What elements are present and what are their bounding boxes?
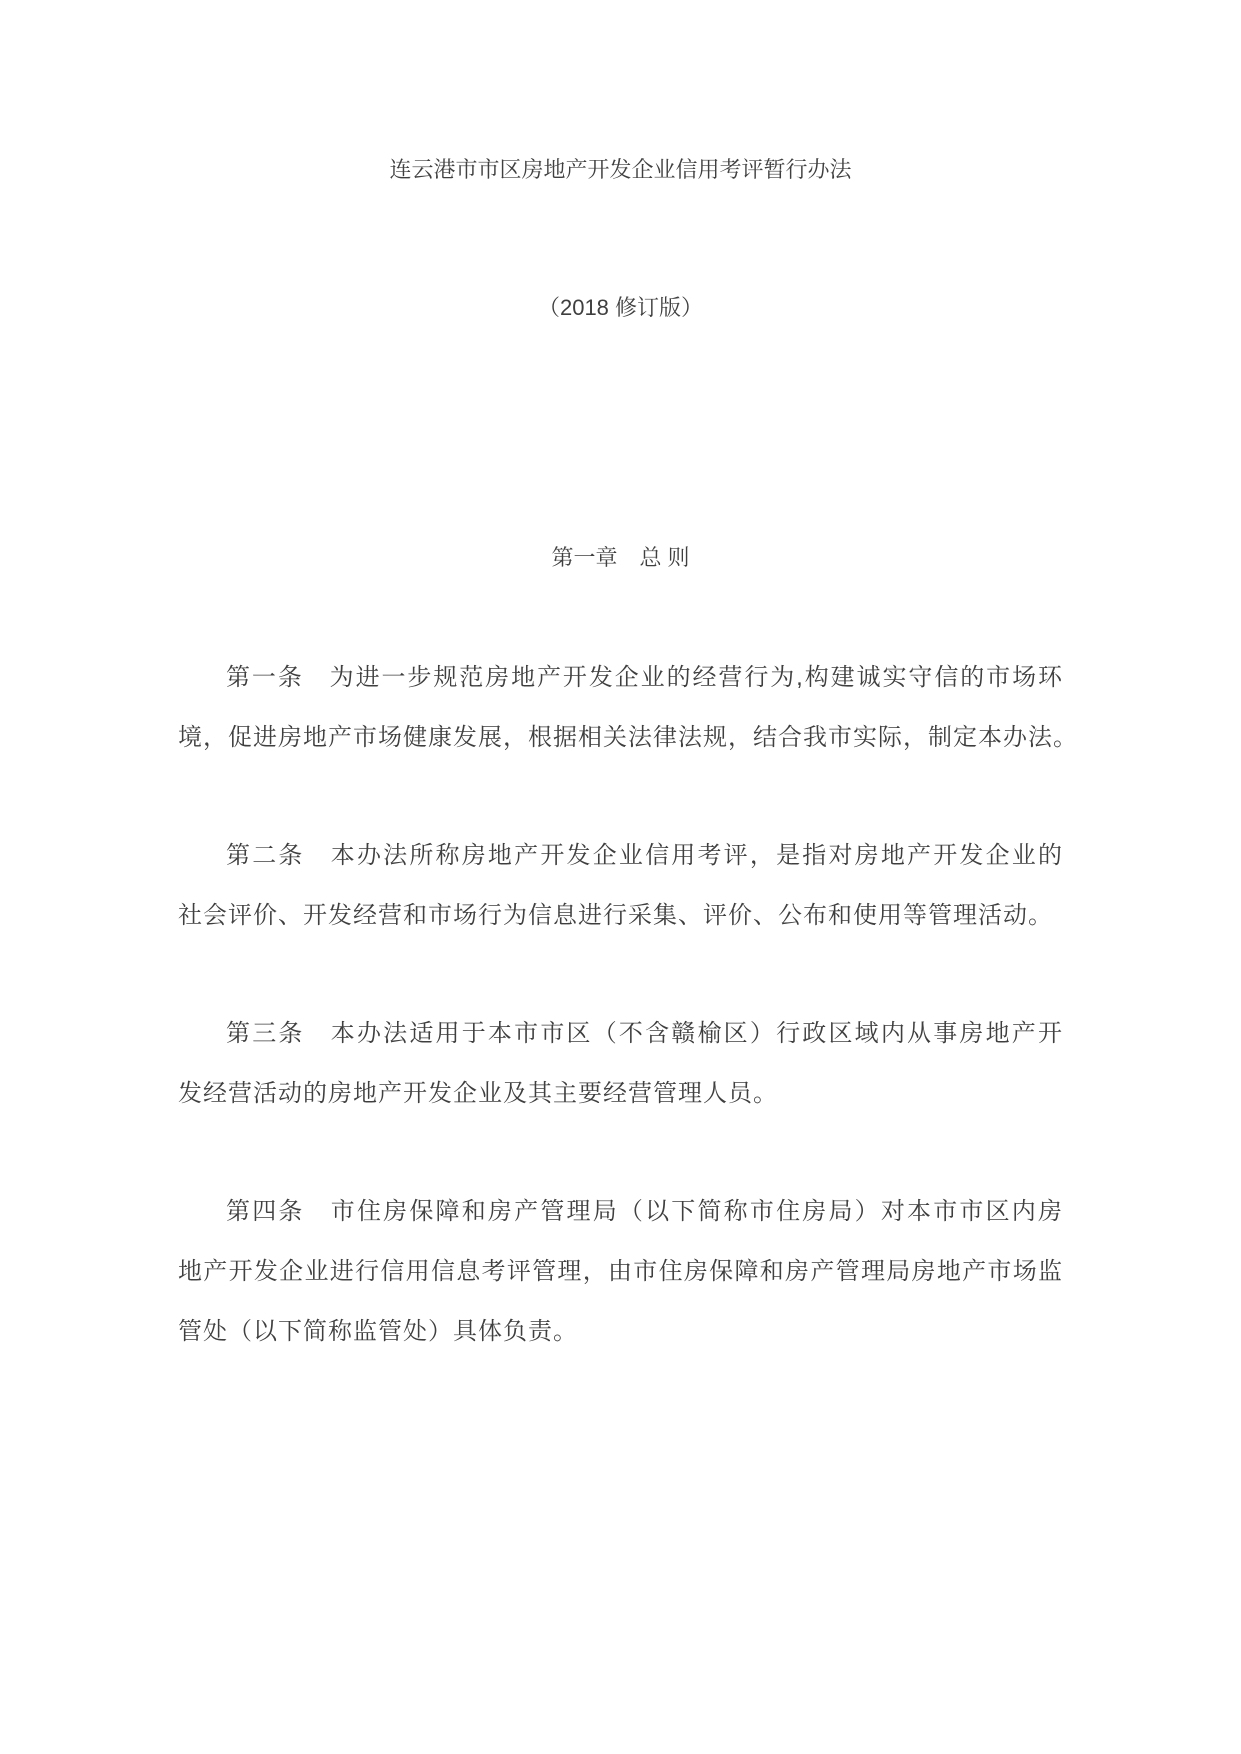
article-4: [178, 1182, 1063, 1362]
article-3-line-2: 发经营活动的房地产开发企业及其主要经营管理人员。: [178, 1080, 778, 1107]
chapter-heading: 第一章 总 则: [551, 545, 690, 570]
article-1-line-2: 境，促进房地产市场健康发展，根据相关法律法规，结合我市实际，制定本办法。: [178, 724, 1078, 751]
article-1: [178, 648, 1078, 768]
article-4-line-1: 第四条 市住房保障和房产管理局（以下简称市住房局）对本市市区内房: [226, 1198, 1063, 1225]
article-2-line-2: 社会评价、开发经营和市场行为信息进行采集、评价、公布和使用等管理活动。: [178, 902, 1053, 929]
article-3-line-1: 第三条 本办法适用于本市市区（不含赣榆区）行政区域内从事房地产开: [226, 1020, 1063, 1047]
article-4-line-2: 地产开发企业进行信用信息考评管理，由市住房保障和房产管理局房地产市场监: [178, 1258, 1063, 1285]
article-4-line-3: 管处（以下简称监管处）具体负责。: [178, 1318, 578, 1345]
document-edition: （2018 修订版）: [537, 295, 704, 320]
article-2-line-1: 第二条 本办法所称房地产开发企业信用考评，是指对房地产开发企业的: [226, 842, 1063, 869]
article-3: [178, 1004, 1063, 1124]
article-1-line-1: 第一条 为进一步规范房地产开发企业的经营行为,构建诚实守信的市场环: [226, 664, 1063, 691]
article-2: [178, 826, 1063, 946]
document-title: 连云港市市区房地产开发企业信用考评暂行办法: [389, 157, 852, 182]
